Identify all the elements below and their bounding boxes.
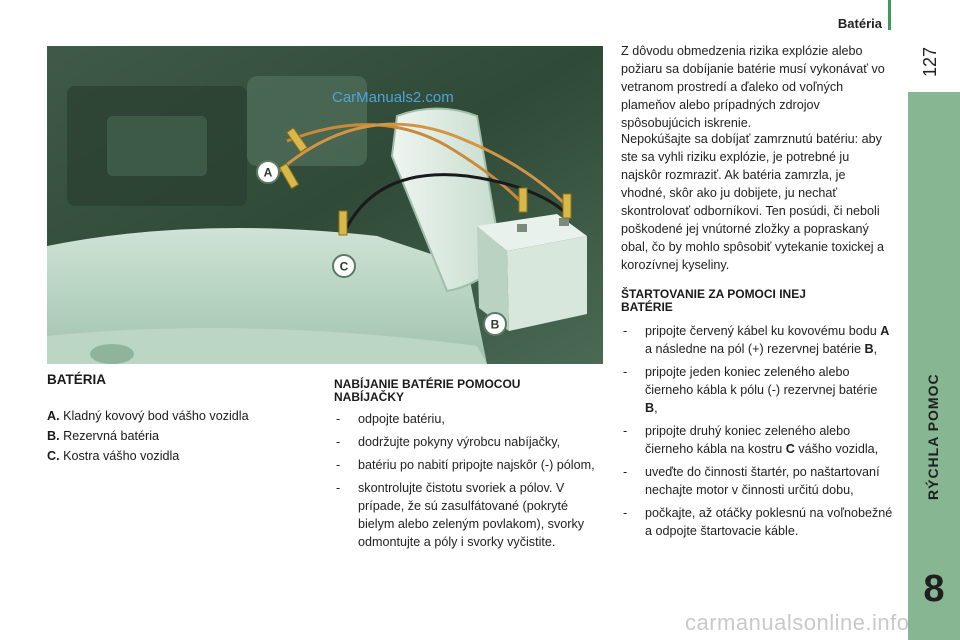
- jumpstart-section-heading: ŠTARTOVANIE ZA POMOCI INEJ BATÉRIE: [621, 287, 806, 314]
- legend-item: A. Kladný kovový bod vášho vozidla: [47, 409, 249, 423]
- battery-legend: [47, 406, 317, 466]
- legend-item: C. Kostra vášho vozidla: [47, 449, 180, 463]
- illustration-watermark: CarManuals2.com: [332, 89, 454, 106]
- header-accent-rule: [888, 0, 891, 30]
- list-item: - batériu po nabití pripojte najskôr (-) pólom,: [334, 456, 606, 474]
- legend-item: B. Rezervná batéria: [47, 429, 159, 443]
- list-item: - uveďte do činnosti štartér, po naštartovaní nechajte motor v činnosti určitú dobu,: [621, 463, 893, 499]
- chapter-side-tab: [908, 92, 960, 640]
- marker-c: [333, 255, 355, 277]
- list-item: - skontrolujte čistotu svoriek a pólov. V prípade, že sú zasulfátované (pokryté bielym alebo zeleným povlakom), svorky odmontujte a póly i svorky vyčistite.: [334, 479, 606, 551]
- charging-section-heading: NABÍJANIE BATÉRIE POMOCOU NABÍJAČKY: [334, 377, 521, 404]
- page-header-title: Batéria: [837, 16, 882, 31]
- marker-b: [484, 313, 506, 335]
- jumpstart-steps-list: [621, 322, 893, 545]
- charging-safety-paragraph: Z dôvodu obmedzenia rizika explózie alebo požiaru sa dobíjanie batérie musí vykonávať vo vetranom prostredí a ďaleko od voľných plameňov alebo prípadných zdrojov spôsobujúcich iskrenie.: [621, 44, 885, 130]
- list-item: - odpojte batériu,: [334, 410, 606, 428]
- page-number: 127: [919, 46, 940, 78]
- list-item: - dodržujte pokyny výrobcu nabíjačky,: [334, 433, 606, 451]
- battery-jumpstart-illustration: [47, 46, 603, 364]
- list-item: - pripojte druhý koniec zeleného alebo čierneho kábla na kostru C vášho vozidla,: [621, 422, 893, 458]
- chapter-number: 8: [923, 568, 945, 610]
- list-item: - pripojte jeden koniec zeleného alebo čierneho kábla k pólu (-) rezervnej batérie B,: [621, 363, 893, 417]
- frozen-battery-paragraph: Nepokúšajte sa dobíjať zamrznutú batériu: aby ste sa vyhli riziku explózie, je potrebné ju najskôr rozmraziť. Ak batéria zamrzla, je vhodné, skôr ako ju dobijete, ju nechať skontrolovať odborníkovi. Ten posúdi, či neboli poškodené jej vnútorné zložky a popraskaný obal, čo by mohlo spôsobiť vytekanie toxickej a korozívnej kyseliny.: [621, 132, 885, 272]
- charging-steps-list: [334, 410, 606, 556]
- footer-watermark: carmanualsonline.info: [685, 610, 910, 635]
- chapter-side-tab-label: [925, 440, 945, 500]
- marker-a: [257, 161, 279, 183]
- list-item: - počkajte, až otáčky poklesnú na voľnobežné a odpojte štartovacie káble.: [621, 504, 893, 540]
- svg-text:C: C: [339, 259, 349, 274]
- svg-text:A: A: [263, 165, 273, 180]
- list-item: - pripojte červený kábel ku kovovému bodu A a následne na pól (+) rezervnej batérie B,: [621, 322, 893, 358]
- svg-text:B: B: [490, 317, 500, 332]
- battery-section-heading: BATÉRIA: [47, 372, 106, 387]
